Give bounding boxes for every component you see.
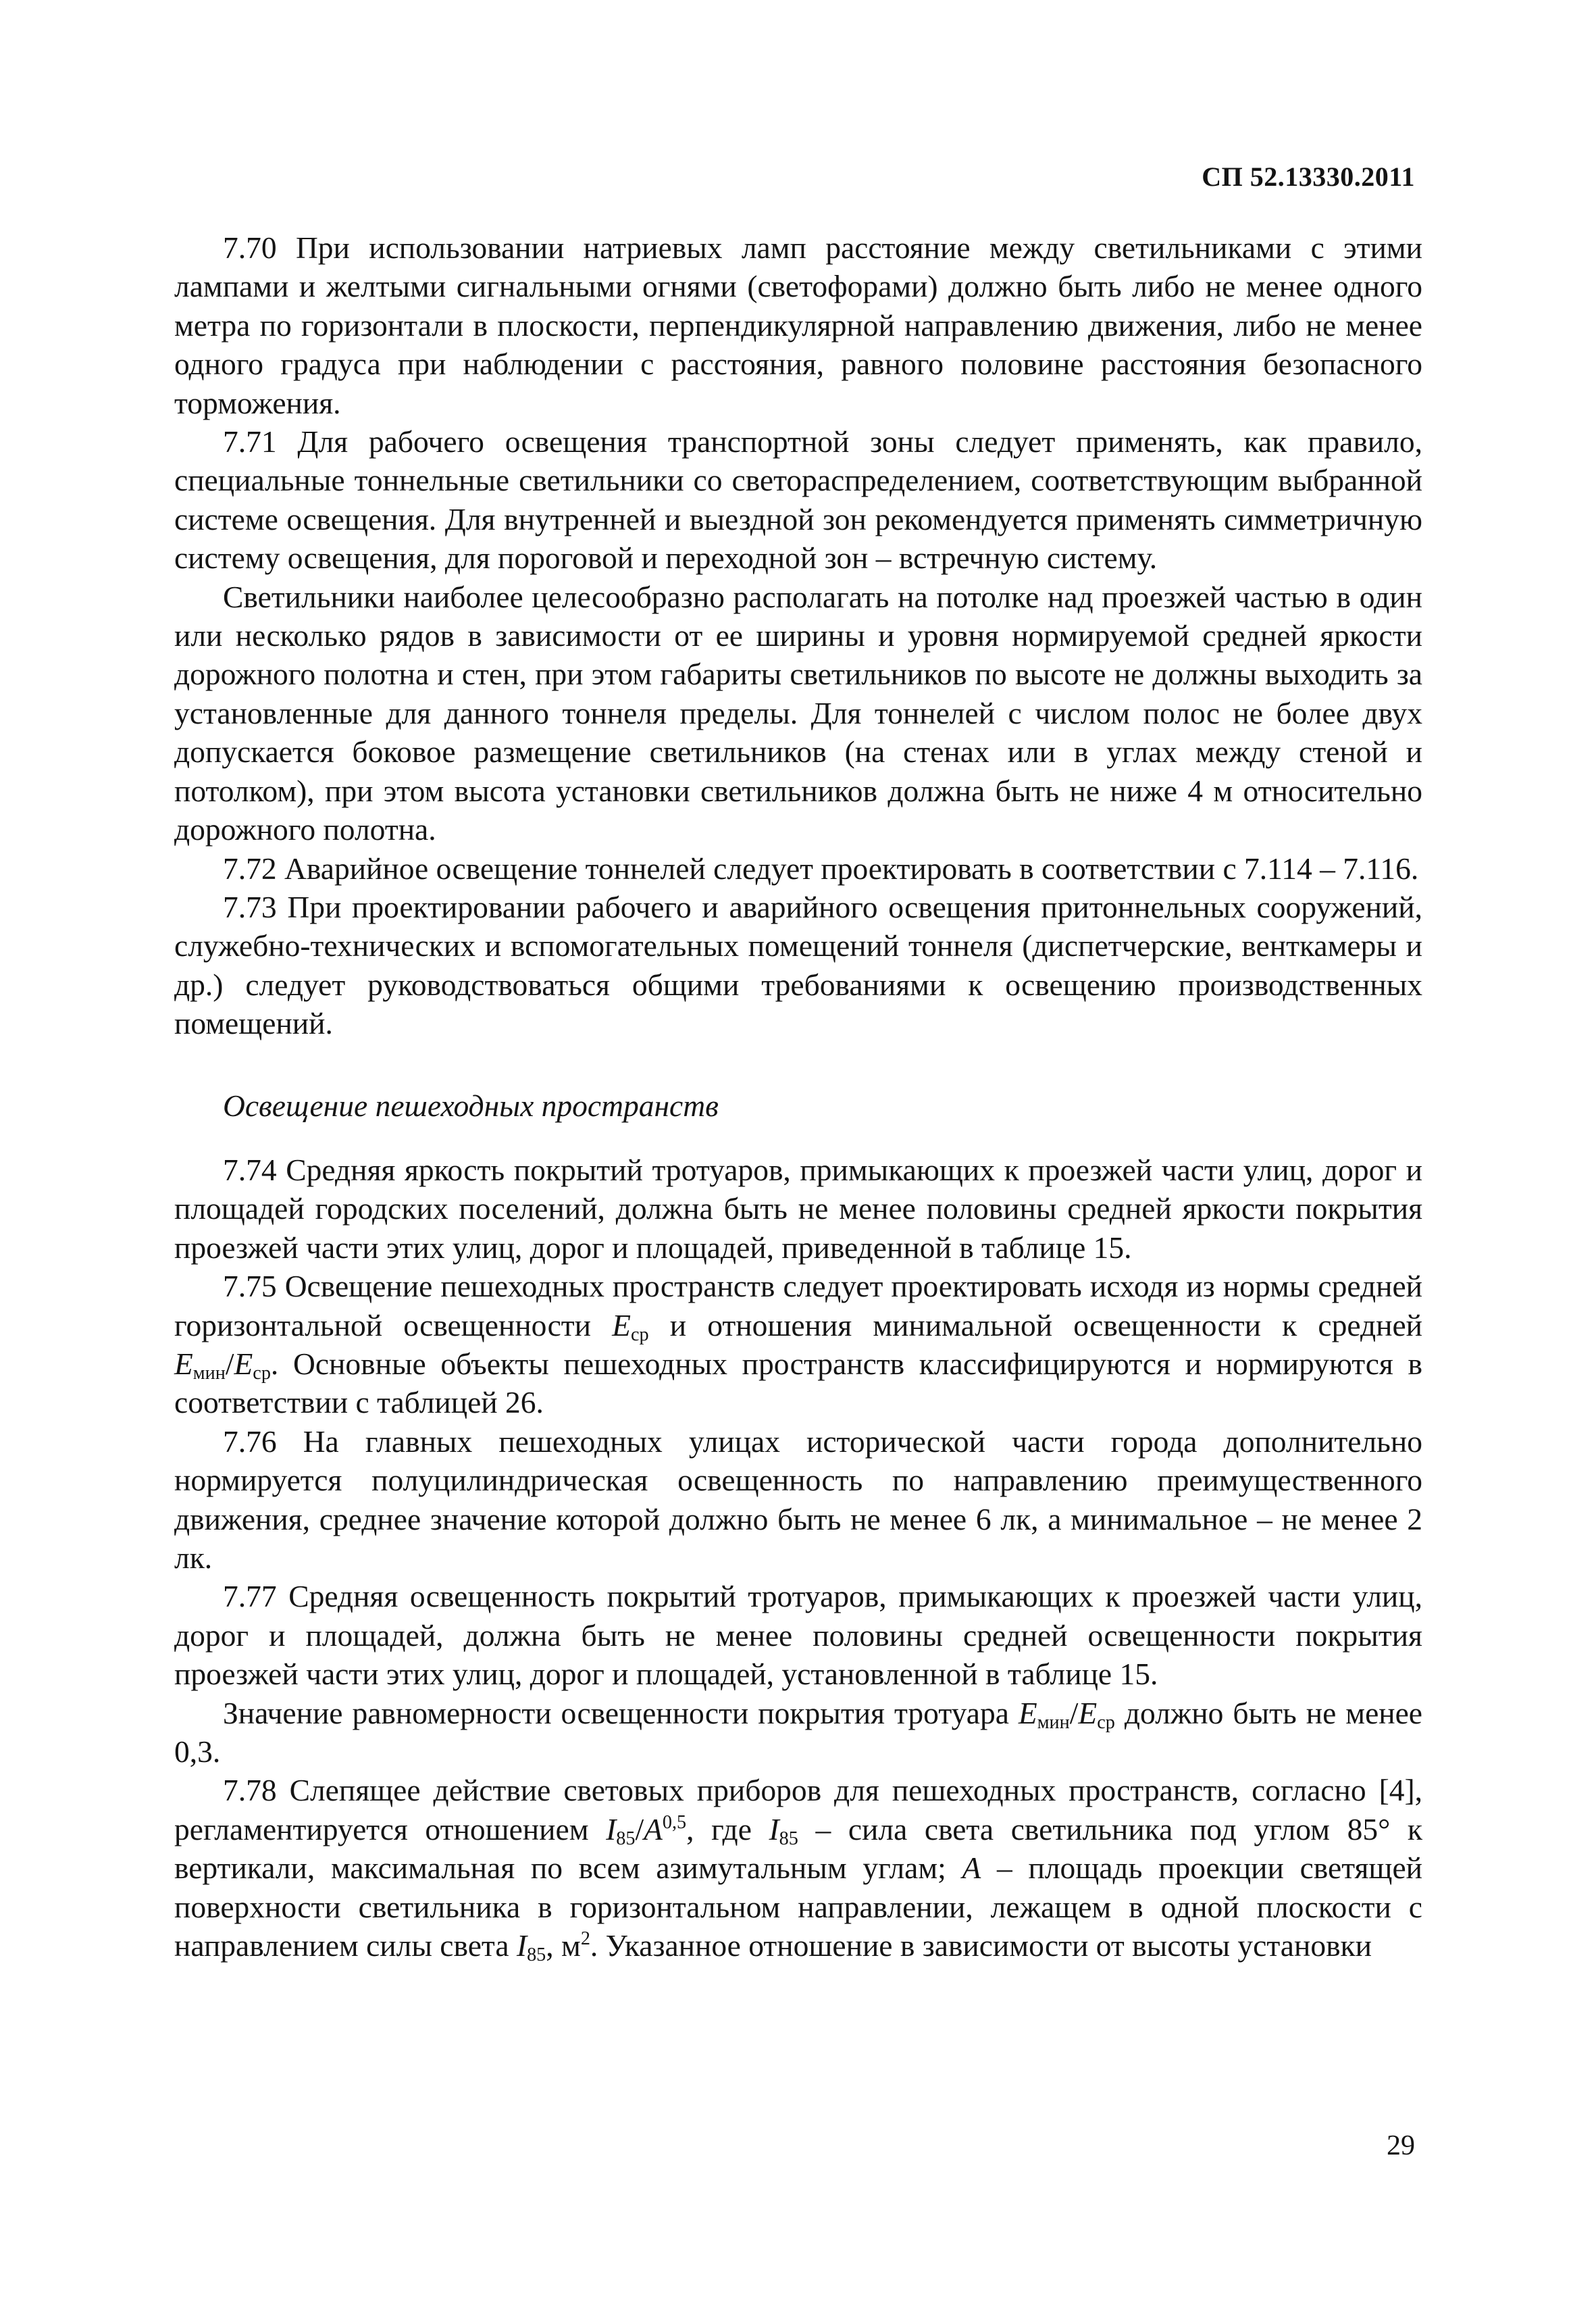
document-code-header: СП 52.13330.2011 [1202,161,1415,192]
page-number: 29 [1387,2130,1415,2161]
paragraph-p-7-73: 7.73 При проектировании рабочего и аварийного освещения притоннельных сооружений, служебно-технических и вспомогательных помещений тоннеля (диспетчерские, венткамеры и др.) следует руководствоваться общими требованиями к освещению производственных помещений. [174,889,1422,1041]
paragraph-p-7-77: 7.77 Средняя освещенность покрытий тротуаров, примыкающих к проезжей части улиц, дорог и площадей, должна быть не менее половины средней освещенности покрытия проезжей части этих улиц, дорог и площадей, установленной в таблице 15. [174,1579,1422,1692]
paragraph-p-7-76: 7.76 На главных пешеходных улицах исторической части города дополнительно нормируется полуцилиндрическая освещенность по направлению преимущественного движения, среднее значение которой должно быть не менее 6 лк, а минимальное – не менее 2 лк. [174,1424,1422,1575]
section-title: Освещение пешеходных пространств [223,1088,719,1123]
paragraph-p-7-75: 7.75 Освещение пешеходных пространств следует проектировать исходя из нормы средней горизонтальной освещенности $E_{ср}$ и отношения минимальной освещенности к средней $E_{мин}/E_{ср}$. Основные объекты пешеходных пространств классифицируются и нормируются в соответствии с таблицей 26. [174,1269,1422,1420]
paragraph-p-7-74: 7.74 Средняя яркость покрытий тротуаров, примыкающих к проезжей части улиц, дорог и площадей городских поселений, должна быть не менее половины средней яркости покрытия проезжей части этих улиц, дорог и площадей, приведенной в таблице 15. [174,1152,1422,1265]
paragraph-p-7-71-cont: Светильники наиболее целесообразно располагать на потолке над проезжей частью в один или несколько рядов в зависимости от ее ширины и уровня нормируемой средней яркости дорожного полотна и стен, при этом габариты светильников по высоте не должны выходить за установленные для данного тоннеля пределы. Для тоннелей с числом полос не более двух допускается боковое размещение светильников (на стенах или в углах между стеной и потолком), при этом высота установки светильников должна быть не ниже 4 м относительно дорожного полотна. [174,579,1422,847]
paragraph-p-7-71: 7.71 Для рабочего освещения транспортной зоны следует применять, как правило, специальные тоннельные светильники со светораспределением, соответствующим выбранной системе освещения. Для внутренней и выездной зон рекомендуется применять симметричную систему освещения, для пороговой и переходной зон – встречную систему. [174,424,1422,576]
paragraph-p-7-77-cont: Значение равномерности освещенности покрытия тротуара $E_{мин}/E_{ср}$ должно быть не менее 0,3. [174,1695,1423,1769]
paragraph-p-7-70: 7.70 При использовании натриевых ламп расстояние между светильниками с этими лампами и желтыми сигнальными огнями (светофорами) должно быть либо не менее одного метра по горизонтали в плоскости, перпендикулярной направлению движения, либо не менее одного градуса при наблюдении с расстояния, равного половине расстояния безопасного торможения. [174,230,1422,420]
paragraph-p-7-78: 7.78 Слепящее действие световых приборов для пешеходных пространств, согласно [4], регламентируется отношением $I_{85}/A^{0,5}$, где $I_{85}$ – сила света светильника под углом 85° к вертикали, максимальная по всем азимутальным углам; A – площадь проекции светящей поверхности светильника в горизонтальном направлении, лежащем в одной плоскости с направлением силы света $I_{85}$, $м^2$. Указанное отношение в зависимости от высоты установки [174,1773,1423,1966]
paragraph-p-7-72: 7.72 Аварийное освещение тоннелей следует проектировать в соответствии с 7.114 – 7.116. [223,851,1419,886]
document-body [174,228,1422,1965]
